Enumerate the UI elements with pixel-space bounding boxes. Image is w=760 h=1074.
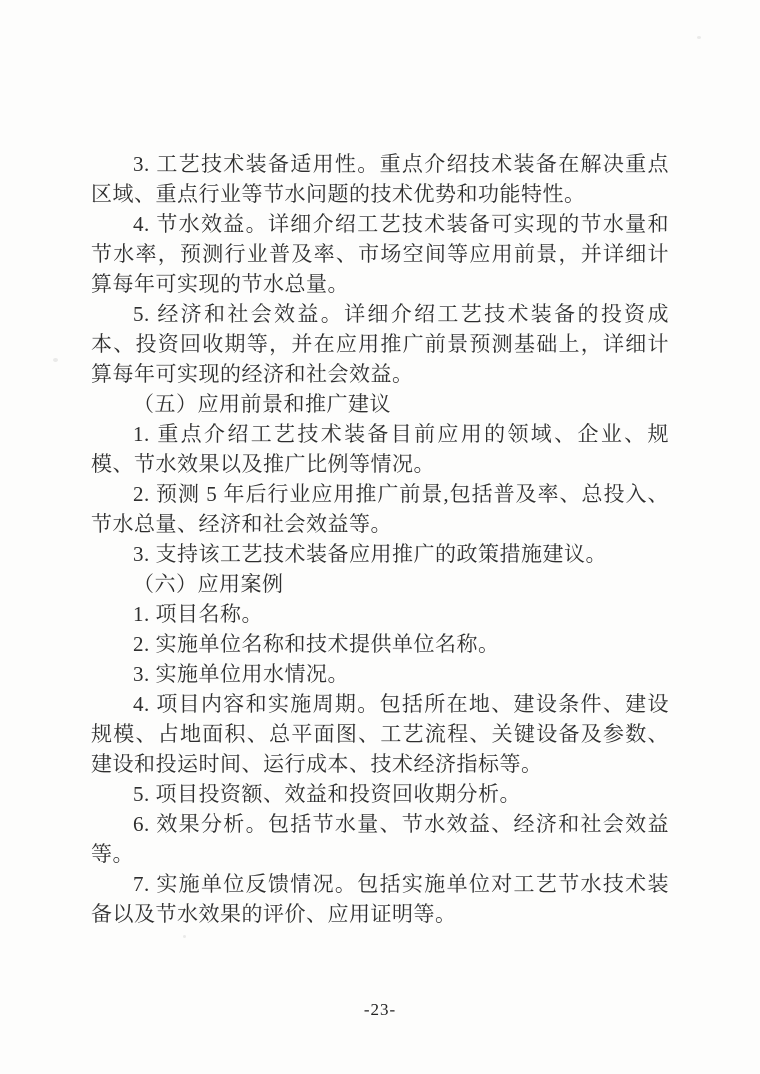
para-7-feedback: 7. 实施单位反馈情况。包括实施单位对工艺节水技术装备以及节水效果的评价、应用证明等。 — [91, 872, 669, 926]
scan-speck — [697, 36, 701, 39]
para-1-project-name: 1. 项目名称。 — [133, 602, 263, 626]
para-3-applicability: 3. 工艺技术装备适用性。重点介绍技术装备在解决重点区域、重点行业等节水问题的技术优势和功能特性。 — [91, 152, 669, 206]
para-4-project-content: 4. 项目内容和实施周期。包括所在地、建设条件、建设规模、占地面积、总平面图、工艺流程、关键设备及参数、建设和投运时间、运行成本、技术经济指标等。 — [91, 692, 669, 776]
para-4-water-saving-benefit: 4. 节水效益。详细介绍工艺技术装备可实现的节水量和节水率，预测行业普及率、市场空间等应用前景，并详细计算每年可实现的节水总量。 — [91, 212, 669, 296]
para-2-implementing-unit: 2. 实施单位名称和技术提供单位名称。 — [133, 632, 500, 656]
para-3-policy-suggestions: 3. 支持该工艺技术装备应用推广的政策措施建议。 — [133, 542, 607, 566]
document-body — [91, 149, 669, 929]
scan-speck — [53, 358, 58, 362]
para-5-investment-analysis: 5. 项目投资额、效益和投资回收期分析。 — [133, 782, 521, 806]
para-1-current-application: 1. 重点介绍工艺技术装备目前应用的领域、企业、规模、节水效果以及推广比例等情况。 — [91, 422, 669, 476]
scan-speck — [183, 935, 186, 938]
para-2-five-year-forecast: 2. 预测 5 年后行业应用推广前景,包括普及率、总投入、节水总量、经济和社会效益等。 — [91, 482, 669, 536]
para-3-water-use: 3. 实施单位用水情况。 — [133, 662, 349, 686]
page-number: -23- — [363, 1000, 397, 1019]
para-5-economic-social-benefit: 5. 经济和社会效益。详细介绍工艺技术装备的投资成本、投资回收期等，并在应用推广前景预测基础上，详细计算每年可实现的经济和社会效益。 — [91, 302, 669, 386]
heading-section-five: （五）应用前景和推广建议 — [133, 392, 391, 416]
para-6-effect-analysis: 6. 效果分析。包括节水量、节水效益、经济和社会效益等。 — [91, 812, 669, 866]
heading-section-six: （六）应用案例 — [133, 572, 284, 596]
